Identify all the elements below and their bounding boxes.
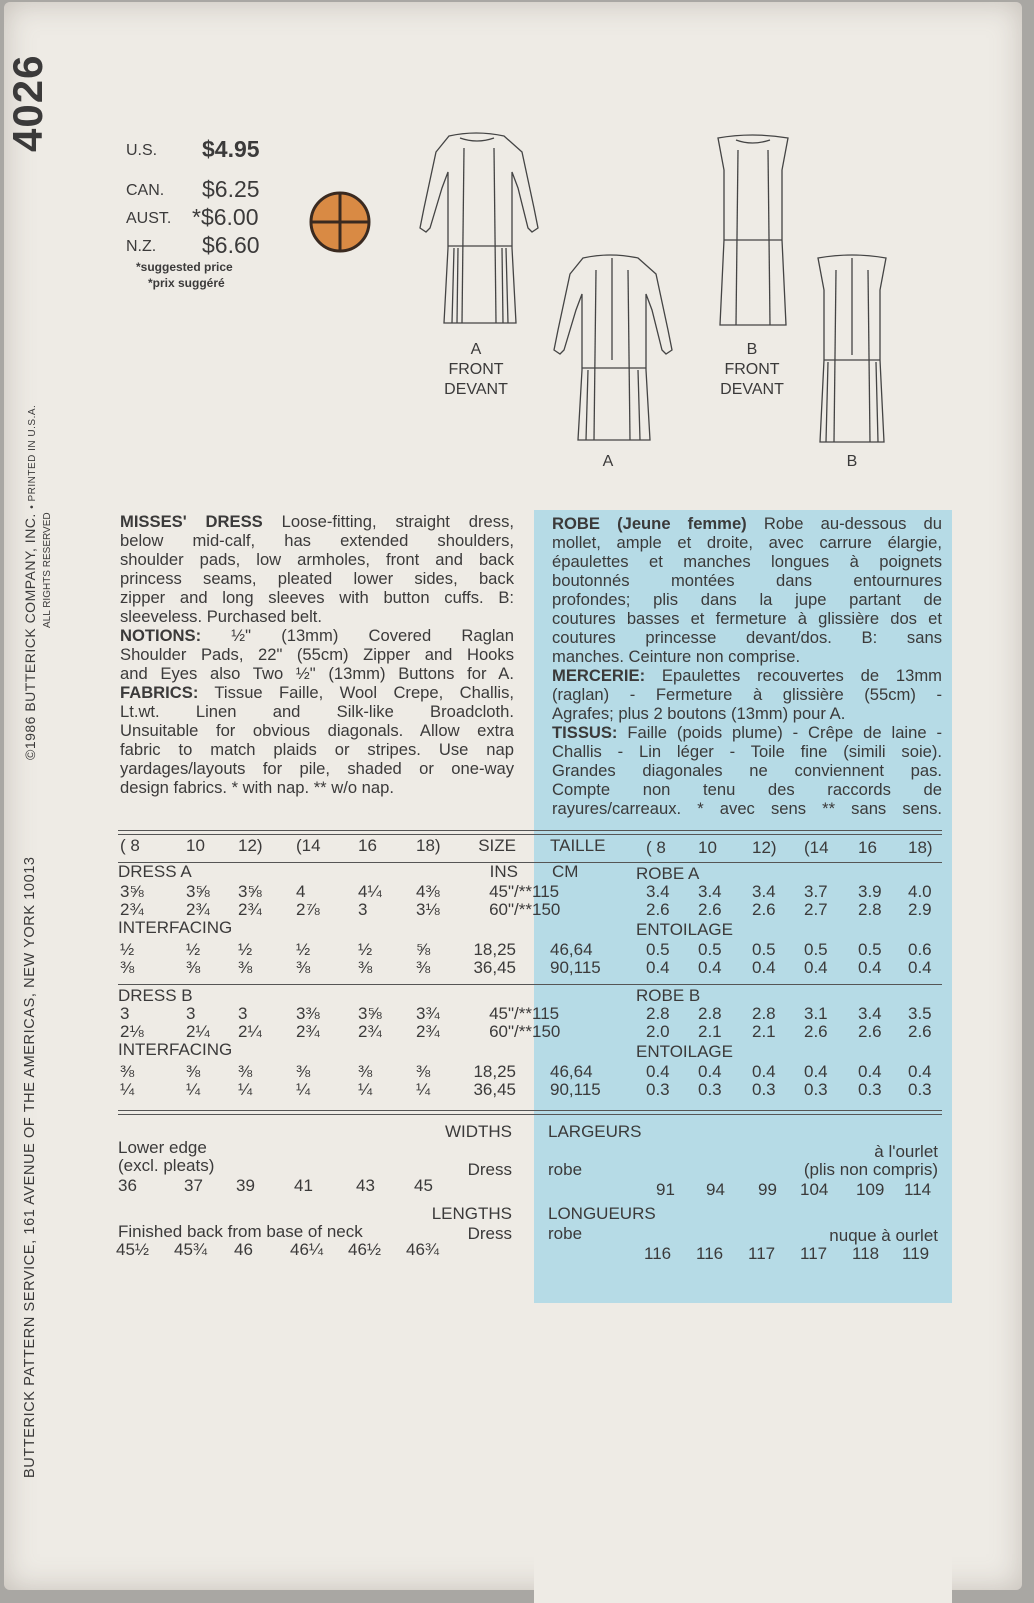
- yardage-cell-in: ½: [186, 940, 201, 959]
- longueurs-heading: LONGUEURS: [548, 1204, 656, 1223]
- yardage-cell-cm: 2.9: [908, 900, 932, 919]
- yardage-cell-cm: 3.7: [804, 882, 828, 901]
- yardage-cell-in: ¼: [416, 1080, 431, 1099]
- price-value-can: $6.25: [202, 176, 260, 202]
- yardage-cell-in: ½: [120, 940, 135, 959]
- yardage-cell-cm: 0.5: [858, 940, 882, 959]
- yardage-cell-in: 2¼: [238, 1022, 262, 1041]
- a-lourlet-label: à l'ourlet: [874, 1142, 938, 1161]
- yardage-cell-cm: 0.4: [752, 1062, 776, 1081]
- yardage-cell-in: ⅜: [296, 1062, 311, 1081]
- yardage-cell-cm: 0.4: [804, 1062, 828, 1081]
- desc-en-line: princess seams, pleated lower sides, back: [120, 569, 514, 588]
- yardage-cell-cm: 0.4: [698, 1062, 722, 1081]
- fabric-width-in: 45"/**: [489, 1004, 532, 1023]
- yardage-cell-cm: 3.4: [752, 882, 776, 901]
- nuque-label: nuque à ourlet: [829, 1226, 938, 1245]
- size-header-fr: ( 8: [646, 838, 666, 857]
- yardage-cell-in: 4⅜: [416, 882, 440, 901]
- yardage-cell-in: ⅜: [416, 1062, 431, 1081]
- yardage-cell-in: 3⅛: [416, 900, 440, 919]
- excl-pleats-label: (excl. pleats): [118, 1156, 215, 1175]
- length-cell-in: 46¼: [290, 1240, 324, 1259]
- yardage-cell-cm: 0.4: [804, 958, 828, 977]
- desc-fr-line: mollet, ample et droite, avec carrure élargie,: [552, 533, 942, 552]
- desc-en-line: MISSES' DRESS Loose-fitting, straight dress,: [120, 512, 514, 531]
- desc-fr-line: Grandes diagonales ne conviennent pas.: [552, 761, 942, 780]
- width-cell-cm: 104: [800, 1180, 829, 1199]
- yardage-cell-cm: 2.8: [752, 1004, 776, 1023]
- desc-fr-line: épaulettes et manches longues à poignets: [552, 552, 942, 571]
- interfacing-b-heading: INTERFACING: [118, 1040, 233, 1059]
- yardage-cell-in: 3⅝: [186, 882, 210, 901]
- yardage-cell-cm: 3.5: [908, 1004, 932, 1023]
- yardage-cell-in: 4¼: [358, 882, 382, 901]
- desc-fr-line: TISSUS: Faille (poids plume) - Crêpe de laine -: [552, 723, 942, 742]
- yardage-cell-cm: 2.6: [908, 1022, 932, 1041]
- yardage-cell-cm: 0.4: [908, 1062, 932, 1081]
- widths-heading: WIDTHS: [444, 1122, 512, 1141]
- desc-fr-line: profondes; plis dans la jupe partant de: [552, 590, 942, 609]
- yardage-cell-in: ⅝: [416, 940, 431, 959]
- length-cell-in: 46: [234, 1240, 253, 1259]
- yardage-cell-cm: 0.3: [698, 1080, 722, 1099]
- length-cell-cm: 119: [902, 1244, 930, 1263]
- yardage-cell-cm: 3.4: [698, 882, 722, 901]
- yardage-cell-cm: 2.6: [698, 900, 722, 919]
- fabric-width-cm: 150: [532, 1022, 561, 1041]
- ins-label: INS: [489, 862, 518, 881]
- yardage-cell-cm: 0.5: [752, 940, 776, 959]
- fabric-width-cm: 90,115: [550, 1080, 601, 1099]
- price-label-nz: N.Z.: [126, 238, 157, 255]
- panel-lower-area: [534, 1303, 952, 1603]
- widths-dress-label: Dress: [467, 1160, 512, 1179]
- yardage-cell-cm: 4.0: [908, 882, 932, 901]
- taille-header-label: TAILLE: [550, 836, 606, 855]
- easy-pattern-symbol-icon: [308, 190, 372, 254]
- yardage-cell-cm: 0.5: [804, 940, 828, 959]
- desc-en-line: and Eyes also Two ½" (13mm) Buttons for A.: [120, 664, 514, 683]
- fabric-width-cm: 46,64: [550, 940, 593, 959]
- price-value-nz: $6.60: [202, 232, 260, 258]
- length-cell-cm: 117: [800, 1244, 828, 1263]
- fabric-width-in: 45"/**: [489, 882, 532, 901]
- interfacing-a-heading: INTERFACING: [118, 918, 233, 937]
- figure-b-back-label: B: [846, 453, 858, 470]
- dress-a-heading: DRESS A: [118, 862, 192, 881]
- dress-a-back-illustration: [538, 250, 688, 450]
- prix-suggere-note: *prix suggéré: [148, 276, 225, 290]
- section-rule: [118, 984, 942, 985]
- entoilage-b-heading: ENTOILAGE: [636, 1042, 733, 1061]
- yardage-cell-in: 2¼: [186, 1022, 210, 1041]
- length-cell-cm: 118: [852, 1244, 880, 1263]
- width-cell-cm: 91: [656, 1180, 675, 1199]
- yardage-cell-in: ⅜: [358, 1062, 373, 1081]
- yardage-cell-in: ¼: [296, 1080, 311, 1099]
- table-bottom-rule: [118, 1110, 942, 1115]
- desc-en-line: fabric to match plaids or stripes. Use nap: [120, 740, 514, 759]
- copyright-line: ©1986 BUTTERICK COMPANY, INC. • PRINTED IN U.S.A.: [22, 404, 38, 760]
- yardage-cell-cm: 0.3: [646, 1080, 670, 1099]
- finished-back-label: Finished back from base of neck: [118, 1222, 363, 1241]
- desc-en-line: Lt.wt. Linen and Silk-like Broadcloth.: [120, 702, 514, 721]
- yardage-cell-in: ¼: [186, 1080, 201, 1099]
- cm-label: CM: [552, 862, 579, 881]
- yardage-cell-cm: 2.1: [698, 1022, 722, 1041]
- width-cell-in: 41: [294, 1176, 313, 1195]
- length-cell-in: 45½: [116, 1240, 150, 1259]
- price-label-aust: AUST.: [126, 210, 172, 227]
- yardage-cell-in: 2¾: [186, 900, 210, 919]
- fabric-width-in: 60"/**: [489, 900, 532, 919]
- lengths-dress-label: Dress: [467, 1224, 512, 1243]
- widths-robe-label: robe: [548, 1160, 583, 1179]
- fabric-width-in: 60"/**: [489, 1022, 532, 1041]
- fabric-width-cm: 115: [532, 882, 560, 901]
- size-header-fr: 10: [698, 838, 717, 857]
- publisher-address: BUTTERICK PATTERN SERVICE, 161 AVENUE OF THE AMERICAS, NEW YORK 10013: [22, 856, 38, 1478]
- dress-b-back-illustration: [806, 250, 906, 450]
- desc-fr-line: (raglan) - Fermeture à glissière (55cm) -: [552, 685, 942, 704]
- yardage-cell-cm: 0.4: [698, 958, 722, 977]
- yardage-cell-cm: 0.4: [646, 958, 670, 977]
- yardage-cell-in: 2¾: [358, 1022, 382, 1041]
- width-cell-in: 37: [184, 1176, 203, 1195]
- yardage-cell-cm: 3.9: [858, 882, 882, 901]
- desc-en-line: yardages/layouts for pile, shaded or one-way: [120, 759, 514, 778]
- yardage-cell-in: 2⅞: [296, 900, 320, 919]
- dress-b-front-illustration: [700, 130, 810, 330]
- size-header-en: 16: [358, 836, 377, 855]
- fabric-width-cm: 90,115: [550, 958, 601, 977]
- desc-en-line: design fabrics. * with nap. ** w/o nap.: [120, 778, 394, 797]
- yardage-cell-in: 3⅝: [120, 882, 144, 901]
- yardage-cell-in: ⅜: [238, 1062, 253, 1081]
- yardage-cell-in: ½: [296, 940, 311, 959]
- width-cell-cm: 114: [904, 1180, 932, 1199]
- yardage-cell-cm: 0.4: [646, 1062, 670, 1081]
- fabric-width-in: 36,45: [473, 958, 516, 977]
- yardage-cell-in: ½: [238, 940, 253, 959]
- desc-en-line: NOTIONS: ½" (13mm) Covered Raglan: [120, 626, 514, 645]
- desc-fr-line: Challis - Lin léger - Toile fine (simili soie).: [552, 742, 942, 761]
- yardage-cell-in: 2⅛: [120, 1022, 144, 1041]
- price-value-us: $4.95: [202, 136, 260, 162]
- yardage-cell-in: ¼: [358, 1080, 373, 1099]
- desc-fr-line: rayures/carreaux. * avec sens ** sans sens.: [552, 799, 942, 818]
- yardage-cell-cm: 0.5: [646, 940, 670, 959]
- desc-en-line: shoulder pads, low armholes, front and back: [120, 550, 514, 569]
- desc-fr-line: boutonnés montées dans entournures: [552, 571, 942, 590]
- size-header-en: 18): [416, 836, 441, 855]
- yardage-cell-cm: 2.7: [804, 900, 828, 919]
- yardage-cell-cm: 2.1: [752, 1022, 776, 1041]
- size-header-label: SIZE: [478, 836, 516, 855]
- yardage-cell-in: 3⅝: [238, 882, 262, 901]
- yardage-cell-in: ⅜: [296, 958, 311, 977]
- figure-a-front-label: A FRONT DEVANT: [444, 341, 508, 398]
- dress-b-heading: DRESS B: [118, 986, 193, 1005]
- header-rule: [118, 862, 942, 863]
- length-cell-in: 45¾: [174, 1240, 208, 1259]
- fabric-width-cm: 115: [532, 1004, 560, 1023]
- yardage-cell-cm: 0.4: [858, 958, 882, 977]
- description-english: [120, 512, 514, 797]
- table-top-rule: [118, 830, 942, 835]
- yardage-cell-cm: 3.1: [804, 1004, 828, 1023]
- width-cell-in: 45: [414, 1176, 433, 1195]
- yardage-cell-in: 2¾: [120, 900, 144, 919]
- yardage-cell-cm: 0.4: [908, 958, 932, 977]
- suggested-price-note: *suggested price: [136, 260, 233, 274]
- robe-a-heading: ROBE A: [636, 864, 700, 883]
- price-value-aust: *$6.00: [192, 204, 259, 230]
- yardage-cell-in: ⅜: [416, 958, 431, 977]
- yardage-cell-in: ⅜: [120, 958, 135, 977]
- yardage-cell-in: 3⅝: [358, 1004, 382, 1023]
- length-cell-in: 46¾: [406, 1240, 440, 1259]
- figure-b-front-label: B FRONT DEVANT: [720, 341, 784, 398]
- yardage-cell-in: 2¾: [238, 900, 262, 919]
- price-label-can: CAN.: [126, 182, 165, 199]
- desc-fr-line: Compte non tenu des raccords de: [552, 780, 942, 799]
- yardage-cell-in: 3: [186, 1004, 196, 1023]
- width-cell-cm: 94: [706, 1180, 725, 1199]
- desc-en-line: sleeveless. Purchased belt.: [120, 607, 323, 626]
- yardage-cell-in: 2¾: [416, 1022, 440, 1041]
- size-header-fr: 16: [858, 838, 877, 857]
- desc-en-line: Shoulder Pads, 22" (55cm) Zipper and Hooks: [120, 645, 514, 664]
- fabric-width-in: 18,25: [473, 940, 516, 959]
- yardage-cell-cm: 0.3: [752, 1080, 776, 1099]
- size-header-fr: (14: [804, 838, 829, 857]
- yardage-cell-cm: 2.6: [646, 900, 670, 919]
- yardage-cell-in: 3¾: [416, 1004, 440, 1023]
- yardage-cell-in: ¼: [120, 1080, 135, 1099]
- desc-fr-line: Agrafes; plus 2 boutons (13mm) pour A.: [552, 704, 846, 723]
- width-cell-in: 43: [356, 1176, 375, 1195]
- yardage-cell-in: ½: [358, 940, 373, 959]
- yardage-cell-in: 3: [358, 900, 368, 919]
- yardage-cell-cm: 2.8: [698, 1004, 722, 1023]
- yardage-cell-cm: 3.4: [646, 882, 670, 901]
- yardage-cell-cm: 2.0: [646, 1022, 670, 1041]
- desc-fr-line: MERCERIE: Epaulettes recouvertes de 13mm: [552, 666, 942, 685]
- dress-a-front-illustration: [404, 128, 554, 338]
- size-header-fr: 12): [752, 838, 777, 857]
- desc-en-line: Unsuitable for obvious diagonals. Allow extra: [120, 721, 514, 740]
- yardage-cell-in: ⅜: [186, 1062, 201, 1081]
- yardage-cell-cm: 2.8: [858, 900, 882, 919]
- yardage-cell-cm: 0.5: [698, 940, 722, 959]
- entoilage-a-heading: ENTOILAGE: [636, 920, 733, 939]
- price-label-us: U.S.: [126, 142, 158, 159]
- lengths-robe-label: robe: [548, 1224, 583, 1243]
- size-header-en: ( 8: [120, 836, 140, 855]
- yardage-cell-in: 3: [120, 1004, 130, 1023]
- yardage-cell-cm: 0.3: [804, 1080, 828, 1099]
- yardage-cell-in: 3⅜: [296, 1004, 320, 1023]
- yardage-cell-cm: 2.6: [804, 1022, 828, 1041]
- yardage-cell-in: ⅜: [238, 958, 253, 977]
- desc-fr-line: coutures basses et fermeture à glissière dos et: [552, 609, 942, 628]
- plis-label: (plis non compris): [803, 1160, 938, 1179]
- fabric-width-in: 36,45: [473, 1080, 516, 1099]
- yardage-cell-cm: 2.8: [646, 1004, 670, 1023]
- fabric-width-cm: 150: [532, 900, 561, 919]
- largeurs-heading: LARGEURS: [548, 1122, 642, 1141]
- desc-en-line: zipper and long sleeves with button cuffs. B:: [120, 588, 514, 607]
- size-header-en: (14: [296, 836, 321, 855]
- desc-fr-line: ROBE (Jeune femme) Robe au-dessous du: [552, 514, 942, 533]
- lengths-heading: LENGTHS: [431, 1204, 512, 1223]
- description-french: [552, 514, 942, 818]
- desc-fr-line: coutures princesse devant/dos. B: sans: [552, 628, 942, 647]
- pattern-number: 4026: [4, 54, 51, 152]
- yardage-cell-cm: 0.4: [752, 958, 776, 977]
- rights-reserved: ALL RIGHTS RESERVED: [42, 512, 53, 628]
- width-cell-in: 39: [236, 1176, 255, 1195]
- width-cell-in: 36: [118, 1176, 137, 1195]
- yardage-cell-cm: 0.3: [908, 1080, 932, 1099]
- size-header-en: 10: [186, 836, 205, 855]
- desc-en-line: FABRICS: Tissue Faille, Wool Crepe, Challis,: [120, 683, 514, 702]
- yardage-cell-cm: 0.6: [908, 940, 932, 959]
- length-cell-cm: 117: [748, 1244, 776, 1263]
- lower-edge-label: Lower edge: [118, 1138, 207, 1157]
- yardage-cell-in: 4: [296, 882, 306, 901]
- yardage-cell-in: ⅜: [120, 1062, 135, 1081]
- desc-fr-line: manches. Ceinture non comprise.: [552, 647, 801, 666]
- yardage-cell-in: 2¾: [296, 1022, 320, 1041]
- size-header-fr: 18): [908, 838, 933, 857]
- robe-b-heading: ROBE B: [636, 986, 701, 1005]
- size-header-en: 12): [238, 836, 263, 855]
- yardage-cell-cm: 2.6: [858, 1022, 882, 1041]
- fabric-width-in: 18,25: [473, 1062, 516, 1081]
- fabric-width-cm: 46,64: [550, 1062, 593, 1081]
- yardage-cell-cm: 0.3: [858, 1080, 882, 1099]
- length-cell-cm: 116: [644, 1244, 672, 1263]
- width-cell-cm: 109: [856, 1180, 885, 1199]
- yardage-cell-in: ⅜: [358, 958, 373, 977]
- yardage-cell-cm: 0.4: [858, 1062, 882, 1081]
- desc-en-line: below mid-calf, has extended shoulders,: [120, 531, 514, 550]
- yardage-cell-cm: 2.6: [752, 900, 776, 919]
- figure-a-back-label: A: [602, 453, 614, 470]
- yardage-cell-in: ⅜: [186, 958, 201, 977]
- length-cell-in: 46½: [348, 1240, 382, 1259]
- yardage-cell-in: ¼: [238, 1080, 253, 1099]
- yardage-cell-cm: 3.4: [858, 1004, 882, 1023]
- width-cell-cm: 99: [758, 1180, 777, 1199]
- length-cell-cm: 116: [696, 1244, 724, 1263]
- yardage-cell-in: 3: [238, 1004, 248, 1023]
